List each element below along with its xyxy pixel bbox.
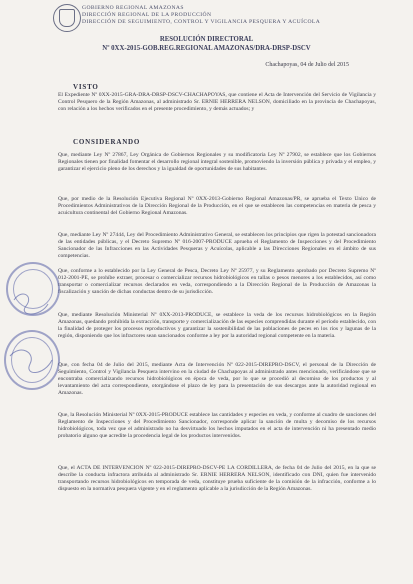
- resolution-title: RESOLUCIÓN DIRECTORAL: [159, 36, 254, 43]
- header-line-1: GOBIERNO REGIONAL AMAZONAS: [82, 5, 184, 11]
- paragraph-7: Que, con fecha 04 de Julio del 2015, mediante Acta de Intervención Nº 022-2015-DIREPRO-DSCV, el personal de la Dirección de Seguimiento, Control y Vigilancia Pesquera intervino en la ciudad de Chachapoyas al administrado antes mencionado, verificándose que se encontraba comercializando recursos hidrobiológicos en época de veda, por lo que se procedió al decomiso de los productos y al levantamiento del acta correspondiente, otorgándose el plazo de ley para la presentación de sus descargos ante la autoridad regional en Amazonas.: [58, 362, 376, 397]
- section-considerando: CONSIDERANDO: [73, 138, 141, 146]
- header-line-2: DIRECCIÓN REGIONAL DE LA PRODUCCIÓN: [82, 12, 212, 18]
- paragraph-5: Que, conforme a lo establecido por la Ley General de Pesca, Decreto Ley Nº 25977, y su Reglamento aprobado por Decreto Supremo Nº 012-2001-PE, se prohíbe extraer, procesar o comercializar recursos hidrobiológicos en tallas o pesos menores a los establecidos, así como transportar o comercializar recursos declarados en veda, correspondiendo a la Dirección Regional de la Producción de Amazonas la fiscalización y sanción de dichas conductas dentro de su jurisdicción.: [58, 268, 376, 296]
- paragraph-9: Que, el ACTA DE INTERVENCIÓN Nº 022-2015-DIREPRO-DSCV-PE LA CORDILLERA, de fecha 04 de Julio del 2015, en la que se describe la conducta infractora atribuida al administrado Sr. ERNIE HERRERA NELSON, identificado con DNI, quien fue intervenido transportando recursos hidrobiológicos en temporada de veda, constituye prueba suficiente de la comisión de la infracción, conforme a lo dispuesto en la normativa pesquera vigente y en el reglamento aplicable a la jurisdicción de la Región Amazonas.: [58, 465, 376, 493]
- government-crest-icon: [53, 4, 81, 32]
- paragraph-3: Que, por medio de la Resolución Ejecutiva Regional Nº 0XX-2013-Gobierno Regional Amazonas/PR, se aprueba el Texto Único de Procedimientos Administrativos de la Dirección Regional de la Producción, en el que se establecen las competencias en materia de pesca y acuicultura continental del Gobierno Regional Amazonas.: [58, 196, 376, 217]
- official-seal-stamp-icon: [6, 262, 60, 316]
- paragraph-6: Que, mediante Resolución Ministerial Nº 0XX-2013-PRODUCE, se establece la veda de los recursos hidrobiológicos en la Región Amazonas, quedando prohibida la extracción, transporte y comercialización de las especies comprendidas durante el periodo establecido, con la finalidad de proteger los procesos reproductivos y garantizar la sostenibilidad de las poblaciones de peces en los ríos y lagunas de la región, disponiendo que los infractores sean sancionados conforme a ley por la autoridad regional competente en la materia.: [58, 312, 376, 340]
- paragraph-visto: El Expediente Nº 0XX-2015-GRA-DRA-DRSP-DSCV-CHACHAPOYAS, que contiene el Acta de Intervención del Servicio de Vigilancia y Control Pesquero de la Región Amazonas, al administrado Sr. ERNIE HERRERA NELSON, domiciliado en la provincia de Chachapoyas, con relación a los hechos verificados en el presente procedimiento, y demás actuados; y: [58, 92, 376, 113]
- paragraph-8: Que, la Resolución Ministerial Nº 0XX-2015-PRODUCE establece las cantidades y especies en veda, y conforme al cuadro de sanciones del Reglamento de Inspecciones y del Procedimiento Sancionador, corresponde aplicar la sanción de multa y decomiso de los recursos hidrobiológicos, toda vez que el administrado no ha desvirtuado los hechos imputados en el acta de intervención ni ha presentado medio probatorio alguno que acredite la procedencia legal de los productos intervenidos.: [58, 412, 376, 440]
- paragraph-2: Que, mediante Ley Nº 27867, Ley Orgánica de Gobiernos Regionales y su modificatoria Ley Nº 27902, se establece que los Gobiernos Regionales tienen por finalidad fomentar el desarrollo regional integral sostenible, promoviendo la inversión pública y privada y el empleo, y garantizar el ejercicio pleno de los derechos y la igualdad de oportunidades de sus habitantes.: [58, 152, 376, 173]
- paragraph-4: Que, mediante Ley Nº 27444, Ley del Procedimiento Administrativo General, se establecen los principios que rigen la potestad sancionadora de las entidades públicas, y el Decreto Supremo Nº 016-2007-PRODUCE aprueba el Reglamento de Inspecciones y del Procedimiento Sancionador de las Infracciones en las Actividades Pesqueras y Acuícolas, aplicable a las Direcciones Regionales en el ámbito de sus competencias.: [58, 232, 376, 260]
- header-line-3: DIRECCIÓN DE SEGUIMIENTO, CONTROL Y VIGILANCIA PESQUERA Y ACUÍCOLA: [82, 19, 321, 25]
- resolution-number: Nº 0XX-2015-GOB.REG.REGIONAL AMAZONAS/DRA-DRSP-DSCV: [102, 45, 311, 52]
- place-date: Chachapoyas, 04 de Julio del 2015: [265, 62, 349, 68]
- official-seal-stamp-icon: [4, 330, 60, 390]
- section-visto: VISTO: [73, 83, 99, 91]
